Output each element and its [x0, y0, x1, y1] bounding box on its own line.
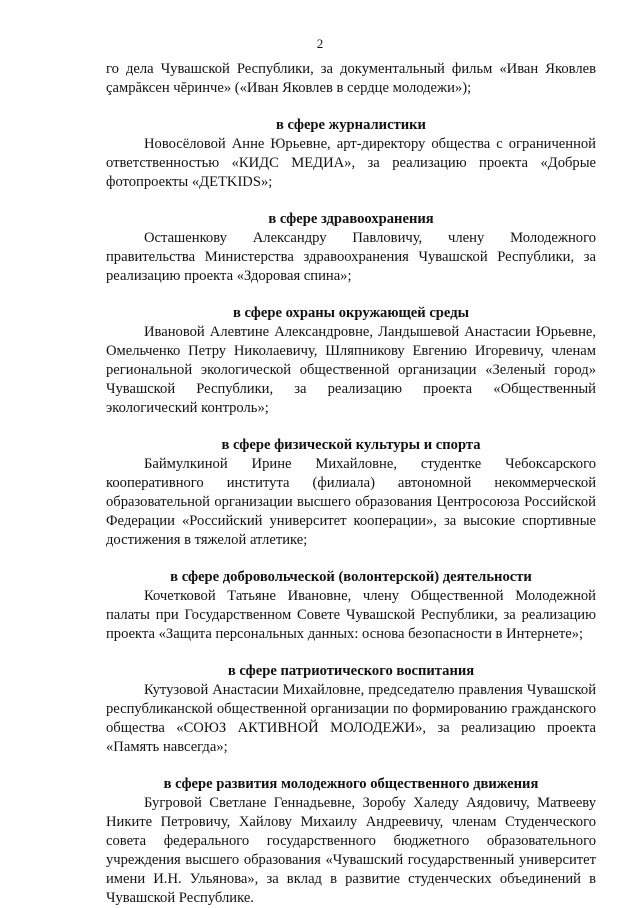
section-paragraph: Ивановой Алевтине Александровне, Ландышевой Анастасии Юрьевне, Омельченко Петру Николаевичу, Шляпникову Евгению Игоревичу, членам региональной экологической общественной организации «Зеленый город» Чувашской Республики, за реализацию проекта «Общественный экологический контроль»;	[106, 324, 596, 416]
section-paragraph: Новосёловой Анне Юрьевне, арт-директору общества с ограниченной ответственностью «КИДС МЕДИА», за реализацию проекта «Добрые фотопроекты «ДЕТKIDS»;	[106, 136, 596, 190]
section-heading: в сфере физической культуры и спорта	[221, 437, 481, 453]
section-healthcare	[106, 210, 596, 286]
section-heading: в сфере развития молодежного общественного движения	[163, 776, 539, 792]
section-heading: в сфере журналистики	[276, 117, 426, 133]
section-paragraph: Баймулкиной Ирине Михайловне, студентке Чебоксарского кооперативного института (филиала) автономной некоммерческой образовательной организации высшего образования Центросоюза Российской Федерации «Российский университет кооперации», за высокие спортивные достижения в тяжелой атлетике;	[106, 456, 596, 548]
page-number: 2	[316, 36, 324, 51]
section-heading: в сфере здравоохранения	[268, 211, 434, 227]
section-paragraph: Бугровой Светлане Геннадьевне, Зоробу Халеду Аядовичу, Матвееву Никите Петровичу, Хайлову Михаилу Андреевичу, членам Студенческого совета федерального государственного бюджетного образовательного учреждения высшего образования «Чувашский государственный университет имени И.Н. Ульянова», за вклад в развитие студенческих объединений в Чувашской Республике.	[106, 795, 596, 906]
section-journalism	[106, 116, 596, 192]
section-heading: в сфере добровольческой (волонтерской) деятельности	[170, 569, 532, 585]
section-paragraph: Осташенкову Александру Павловичу, члену Молодежного правительства Министерства здравоохранения Чувашской Республики, за реализацию проекта «Здоровая спина»;	[106, 230, 596, 284]
section-patriotic	[106, 662, 596, 757]
section-heading: в сфере охраны окружающей среды	[232, 305, 469, 321]
section-sports	[106, 436, 596, 550]
intro-paragraph: го дела Чувашской Республики, за документальный фильм «Иван Яковлев çамрăксен чĕринче» («Иван Яковлев в сердце молодежи»);	[106, 61, 596, 96]
section-environment	[106, 304, 596, 418]
section-heading: в сфере патриотического воспитания	[227, 663, 475, 679]
section-paragraph: Кочетковой Татьяне Ивановне, члену Общественной Молодежной палаты при Государственном Совете Чувашской Республики, за реализацию проекта «Защита персональных данных: основа безопасности в Интернете»;	[106, 588, 596, 642]
section-youth-movement	[106, 775, 596, 908]
section-paragraph: Кутузовой Анастасии Михайловне, председателю правления Чувашской республиканской общественной организации по формированию гражданского общества «СОЮЗ АКТИВНОЙ МОЛОДЕЖИ», за реализацию проекта «Память навсегда»;	[106, 682, 596, 755]
document-body	[106, 60, 596, 908]
section-volunteering	[106, 568, 596, 644]
